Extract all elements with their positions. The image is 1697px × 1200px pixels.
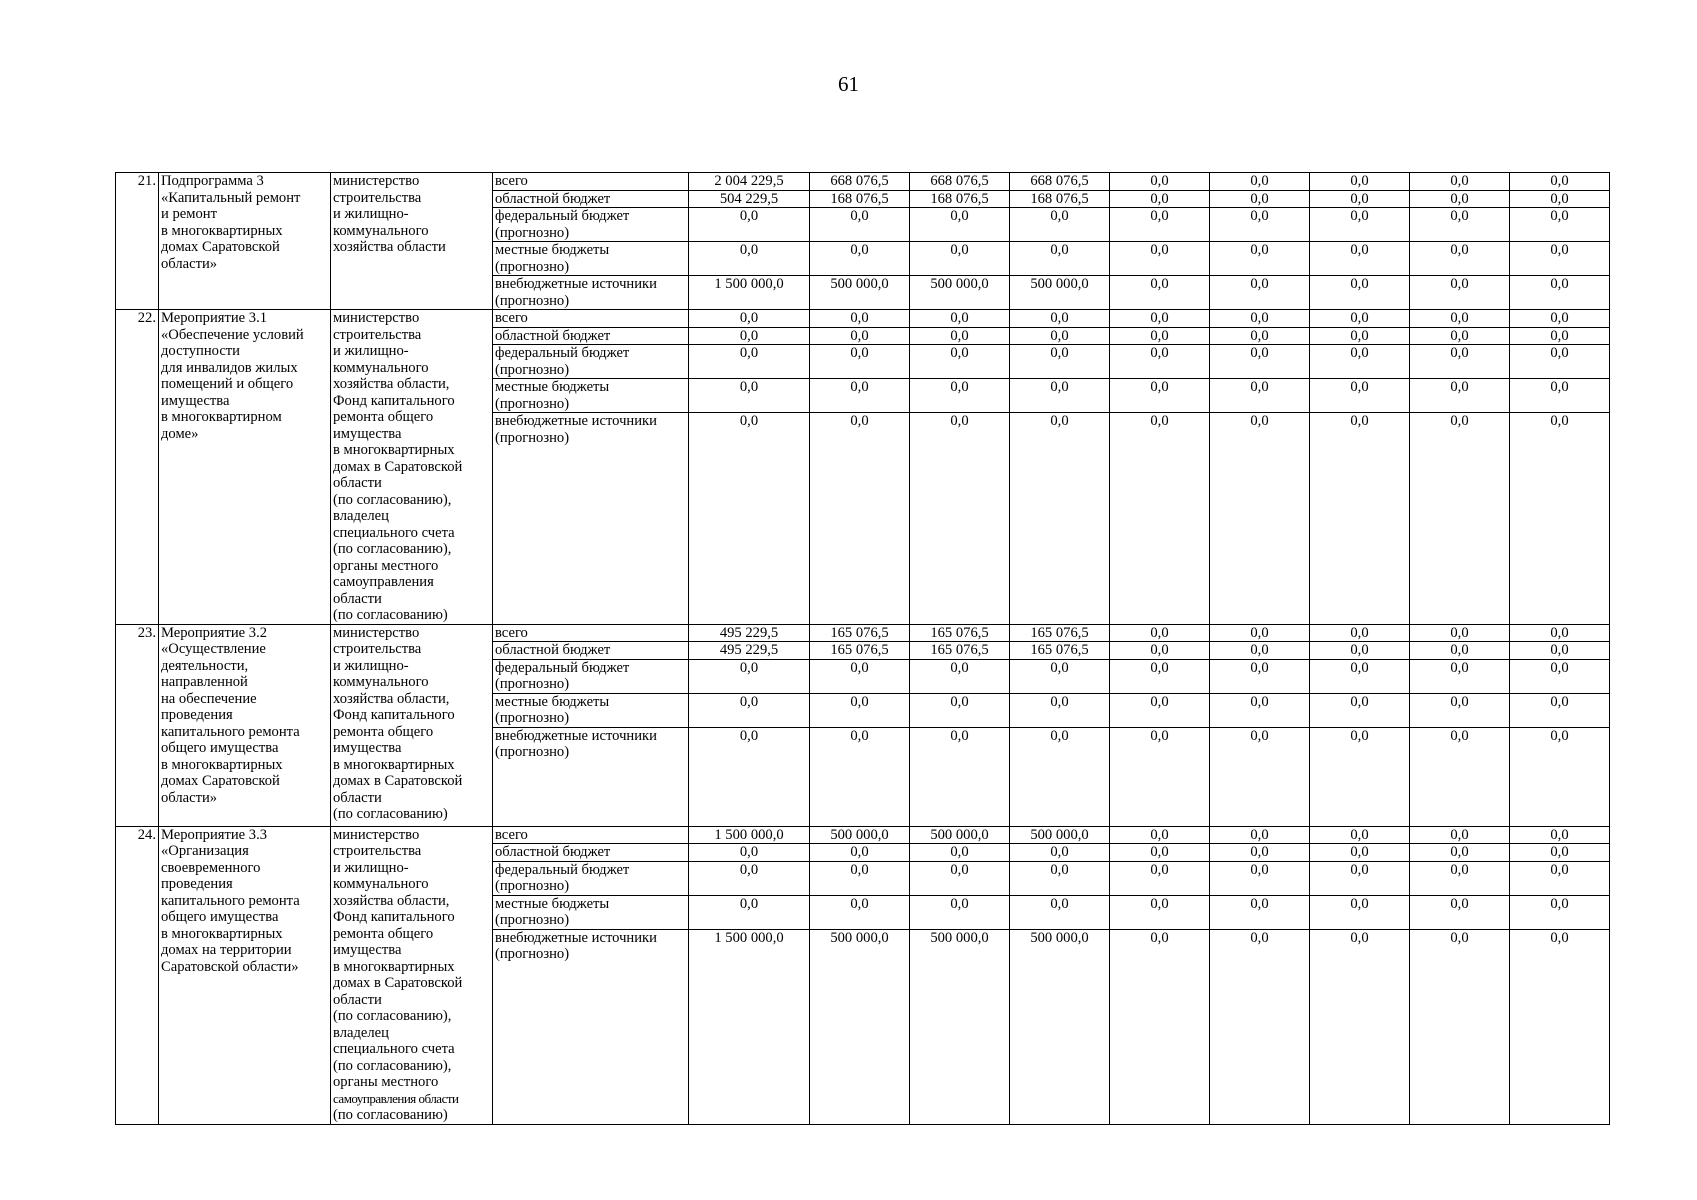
amount-cell: 168 076,5 — [910, 190, 1010, 208]
amount-cell: 1 500 000,0 — [689, 929, 810, 1124]
executor-line: (по согласованию), — [333, 1008, 452, 1024]
amount-cell: 668 076,5 — [910, 173, 1010, 191]
amount-cell: 0,0 — [1410, 242, 1510, 276]
amount-cell: 0,0 — [1410, 693, 1510, 727]
amount-cell: 0,0 — [810, 327, 910, 345]
executor-line: (по согласованию), — [333, 1057, 452, 1074]
executor-line: в многоквартирных — [333, 958, 455, 975]
amount-cell: 0,0 — [1110, 727, 1210, 826]
executor-line: и жилищно- — [333, 859, 409, 876]
amount-cell: 0,0 — [1310, 624, 1410, 642]
amount-cell: 0,0 — [1010, 844, 1110, 862]
amount-cell: 0,0 — [1410, 276, 1510, 310]
executor: министерство строительства и жилищно- коммунального хозяйства области — [331, 173, 493, 310]
amount-cell: 0,0 — [1410, 208, 1510, 242]
amount-cell: 500 000,0 — [910, 929, 1010, 1124]
amount-cell: 0,0 — [1510, 190, 1610, 208]
amount-cell: 0,0 — [1010, 693, 1110, 727]
amount-cell: 0,0 — [1410, 659, 1510, 693]
funding-source: всего — [493, 624, 689, 642]
amount-cell: 0,0 — [810, 727, 910, 826]
funding-source: местные бюджеты (прогнозно) — [493, 242, 689, 276]
amount-cell: 500 000,0 — [1010, 276, 1110, 310]
amount-cell: 0,0 — [1310, 844, 1410, 862]
amount-cell: 495 229,5 — [689, 642, 810, 660]
amount-cell: 0,0 — [1310, 659, 1410, 693]
funding-source: федеральный бюджет (прогнозно) — [493, 208, 689, 242]
amount-cell: 0,0 — [1410, 190, 1510, 208]
amount-cell: 0,0 — [810, 310, 910, 328]
executor-line: специального счета — [333, 1041, 455, 1057]
row-number: 21. — [116, 173, 159, 310]
amount-cell: 0,0 — [1410, 844, 1510, 862]
amount-cell: 0,0 — [1510, 895, 1610, 929]
funding-source: всего — [493, 173, 689, 191]
funding-source: областной бюджет — [493, 844, 689, 862]
amount-cell: 0,0 — [689, 727, 810, 826]
amount-cell: 0,0 — [1210, 413, 1310, 624]
amount-cell: 0,0 — [1110, 208, 1210, 242]
amount-cell: 0,0 — [1110, 276, 1210, 310]
executor: министерство строительства и жилищно- коммунального хозяйства области, Фонд капитального ремонта общего имущества в многоквартирных домах в Саратовской области (по согласованию), владелец специального счета (по согласованию), органы местного самоуправления области (по согласованию) — [331, 310, 493, 625]
amount-cell: 0,0 — [689, 895, 810, 929]
amount-cell: 0,0 — [810, 861, 910, 895]
amount-cell: 500 000,0 — [910, 826, 1010, 844]
amount-cell: 0,0 — [1310, 242, 1410, 276]
amount-cell: 0,0 — [810, 844, 910, 862]
amount-cell: 0,0 — [1510, 208, 1610, 242]
amount-cell: 0,0 — [810, 413, 910, 624]
executor-line: домах в Саратовской — [333, 975, 463, 991]
amount-cell: 0,0 — [810, 208, 910, 242]
table-row — [116, 826, 1610, 844]
amount-cell: 0,0 — [1010, 895, 1110, 929]
amount-cell: 0,0 — [1510, 693, 1610, 727]
amount-cell: 1 500 000,0 — [689, 826, 810, 844]
amount-cell: 0,0 — [1410, 642, 1510, 660]
executor-line: коммунального — [333, 876, 429, 892]
amount-cell: 0,0 — [910, 844, 1010, 862]
amount-cell: 500 000,0 — [910, 276, 1010, 310]
amount-cell: 0,0 — [1210, 327, 1310, 345]
amount-cell: 0,0 — [1010, 345, 1110, 379]
amount-cell: 0,0 — [1010, 413, 1110, 624]
amount-cell: 0,0 — [1210, 310, 1310, 328]
amount-cell: 0,0 — [1210, 379, 1310, 413]
amount-cell: 0,0 — [1110, 642, 1210, 660]
amount-cell: 0,0 — [1410, 929, 1510, 1124]
amount-cell: 0,0 — [1310, 310, 1410, 328]
amount-cell: 0,0 — [1310, 190, 1410, 208]
funding-source: областной бюджет — [493, 190, 689, 208]
amount-cell: 0,0 — [689, 345, 810, 379]
executor-line: имущества — [333, 942, 402, 958]
amount-cell: 0,0 — [1310, 413, 1410, 624]
amount-cell: 0,0 — [810, 895, 910, 929]
executor-line: строительства — [333, 843, 422, 859]
amount-cell: 668 076,5 — [1010, 173, 1110, 191]
amount-cell: 0,0 — [1510, 861, 1610, 895]
executor-line: самоуправления области — [333, 1090, 459, 1106]
amount-cell: 0,0 — [1110, 242, 1210, 276]
amount-cell: 0,0 — [1110, 895, 1210, 929]
amount-cell: 0,0 — [1510, 844, 1610, 862]
amount-cell: 0,0 — [1410, 826, 1510, 844]
amount-cell: 0,0 — [1510, 310, 1610, 328]
table-row — [116, 173, 1610, 191]
amount-cell: 0,0 — [910, 208, 1010, 242]
amount-cell: 0,0 — [910, 861, 1010, 895]
amount-cell: 0,0 — [1310, 327, 1410, 345]
amount-cell: 0,0 — [1510, 624, 1610, 642]
amount-cell: 0,0 — [1510, 826, 1610, 844]
amount-cell: 0,0 — [1410, 327, 1510, 345]
amount-cell: 0,0 — [1510, 345, 1610, 379]
amount-cell: 0,0 — [1510, 242, 1610, 276]
amount-cell: 0,0 — [1010, 727, 1110, 826]
amount-cell: 0,0 — [1010, 327, 1110, 345]
amount-cell: 2 004 229,5 — [689, 173, 810, 191]
amount-cell: 0,0 — [689, 242, 810, 276]
executor-line: (по согласованию) — [333, 1107, 448, 1123]
amount-cell: 0,0 — [1210, 208, 1310, 242]
program-name: Мероприятие 3.2 «Осуществление деятельности, направленной на обеспечение проведения капитального ремонта общего имущества в многоквартирных домах Саратовской области» — [159, 624, 331, 826]
executor-line: владелец — [333, 1024, 389, 1041]
amount-cell: 0,0 — [689, 659, 810, 693]
amount-cell: 0,0 — [810, 379, 910, 413]
amount-cell: 0,0 — [1210, 642, 1310, 660]
amount-cell: 0,0 — [1310, 826, 1410, 844]
amount-cell: 0,0 — [1110, 624, 1210, 642]
amount-cell: 0,0 — [910, 413, 1010, 624]
amount-cell: 0,0 — [1110, 413, 1210, 624]
amount-cell: 0,0 — [1110, 659, 1210, 693]
amount-cell: 0,0 — [1310, 727, 1410, 826]
amount-cell: 0,0 — [1510, 659, 1610, 693]
amount-cell: 0,0 — [1110, 929, 1210, 1124]
amount-cell: 165 076,5 — [1010, 624, 1110, 642]
funding-source: всего — [493, 310, 689, 328]
page-number: 61 — [838, 72, 859, 96]
amount-cell: 0,0 — [910, 327, 1010, 345]
amount-cell: 500 000,0 — [1010, 826, 1110, 844]
amount-cell: 0,0 — [1110, 310, 1210, 328]
amount-cell: 0,0 — [1510, 276, 1610, 310]
amount-cell: 0,0 — [1110, 173, 1210, 191]
amount-cell: 0,0 — [1410, 310, 1510, 328]
funding-source: федеральный бюджет (прогнозно) — [493, 659, 689, 693]
amount-cell: 0,0 — [910, 895, 1010, 929]
amount-cell: 0,0 — [1010, 379, 1110, 413]
amount-cell: 0,0 — [1210, 242, 1310, 276]
table-row — [116, 624, 1610, 642]
amount-cell: 0,0 — [1210, 276, 1310, 310]
amount-cell: 0,0 — [1310, 345, 1410, 379]
amount-cell: 0,0 — [1210, 861, 1310, 895]
amount-cell: 0,0 — [810, 345, 910, 379]
amount-cell: 0,0 — [1510, 173, 1610, 191]
budget-table — [115, 172, 1610, 1125]
amount-cell: 165 076,5 — [810, 642, 910, 660]
amount-cell: 0,0 — [1210, 929, 1310, 1124]
amount-cell: 0,0 — [1310, 895, 1410, 929]
amount-cell: 0,0 — [1310, 929, 1410, 1124]
amount-cell: 0,0 — [689, 861, 810, 895]
amount-cell: 0,0 — [1010, 659, 1110, 693]
amount-cell: 668 076,5 — [810, 173, 910, 191]
amount-cell: 0,0 — [1310, 379, 1410, 413]
amount-cell: 0,0 — [910, 727, 1010, 826]
amount-cell: 0,0 — [1210, 693, 1310, 727]
amount-cell: 0,0 — [1110, 379, 1210, 413]
row-number: 23. — [116, 624, 159, 826]
funding-source: областной бюджет — [493, 642, 689, 660]
executor-line: Фонд капитального — [333, 909, 455, 925]
funding-source: местные бюджеты (прогнозно) — [493, 693, 689, 727]
amount-cell: 0,0 — [910, 310, 1010, 328]
executor — [331, 826, 493, 1124]
amount-cell: 0,0 — [1510, 929, 1610, 1124]
amount-cell: 0,0 — [1010, 310, 1110, 328]
amount-cell: 0,0 — [1410, 413, 1510, 624]
amount-cell: 0,0 — [1310, 173, 1410, 191]
amount-cell: 0,0 — [1410, 895, 1510, 929]
funding-source: местные бюджеты (прогнозно) — [493, 895, 689, 929]
amount-cell: 0,0 — [1210, 345, 1310, 379]
amount-cell: 0,0 — [689, 693, 810, 727]
amount-cell: 0,0 — [1410, 379, 1510, 413]
amount-cell: 504 229,5 — [689, 190, 810, 208]
amount-cell: 165 076,5 — [810, 624, 910, 642]
amount-cell: 168 076,5 — [1010, 190, 1110, 208]
amount-cell: 0,0 — [910, 693, 1010, 727]
amount-cell: 0,0 — [910, 659, 1010, 693]
amount-cell: 0,0 — [1410, 345, 1510, 379]
amount-cell: 0,0 — [910, 242, 1010, 276]
funding-source: всего — [493, 826, 689, 844]
funding-source: областной бюджет — [493, 327, 689, 345]
amount-cell: 1 500 000,0 — [689, 276, 810, 310]
amount-cell: 0,0 — [1410, 861, 1510, 895]
executor: министерство строительства и жилищно- коммунального хозяйства области, Фонд капитального ремонта общего имущества в многоквартирных домах в Саратовской области (по согласованию) — [331, 624, 493, 826]
executor-line: хозяйства области, — [333, 892, 450, 909]
amount-cell: 0,0 — [1210, 826, 1310, 844]
amount-cell: 0,0 — [1210, 844, 1310, 862]
executor-line: области — [333, 991, 382, 1008]
amount-cell: 0,0 — [810, 693, 910, 727]
amount-cell: 0,0 — [1210, 624, 1310, 642]
table-row — [116, 310, 1610, 328]
amount-cell: 0,0 — [1510, 413, 1610, 624]
amount-cell: 500 000,0 — [1010, 929, 1110, 1124]
funding-source: внебюджетные источники (прогнозно) — [493, 276, 689, 310]
row-number: 24. — [116, 826, 159, 1124]
amount-cell: 0,0 — [1510, 727, 1610, 826]
amount-cell: 0,0 — [1410, 624, 1510, 642]
amount-cell: 0,0 — [1210, 659, 1310, 693]
amount-cell: 0,0 — [689, 413, 810, 624]
amount-cell: 0,0 — [689, 379, 810, 413]
amount-cell: 0,0 — [1310, 861, 1410, 895]
row-number: 22. — [116, 310, 159, 625]
amount-cell: 0,0 — [1110, 190, 1210, 208]
amount-cell: 0,0 — [1110, 345, 1210, 379]
funding-source: внебюджетные источники (прогнозно) — [493, 413, 689, 624]
funding-source: местные бюджеты (прогнозно) — [493, 379, 689, 413]
amount-cell: 495 229,5 — [689, 624, 810, 642]
amount-cell: 0,0 — [1310, 693, 1410, 727]
amount-cell: 0,0 — [1110, 693, 1210, 727]
amount-cell: 0,0 — [1010, 861, 1110, 895]
executor-line: ремонта общего — [333, 925, 434, 942]
program-name: Мероприятие 3.3 «Организация своевременного проведения капитального ремонта общего имущества в многоквартирных домах на территории Саратовской области» — [159, 826, 331, 1124]
amount-cell: 0,0 — [910, 345, 1010, 379]
amount-cell: 0,0 — [1510, 327, 1610, 345]
amount-cell: 500 000,0 — [810, 276, 910, 310]
amount-cell: 0,0 — [1510, 642, 1610, 660]
amount-cell: 0,0 — [1410, 173, 1510, 191]
program-name: Подпрограмма 3 «Капитальный ремонт и ремонт в многоквартирных домах Саратовской области» — [159, 173, 331, 310]
amount-cell: 0,0 — [1010, 208, 1110, 242]
amount-cell: 168 076,5 — [810, 190, 910, 208]
amount-cell: 165 076,5 — [910, 642, 1010, 660]
amount-cell: 500 000,0 — [810, 826, 910, 844]
amount-cell: 0,0 — [810, 659, 910, 693]
funding-source: внебюджетные источники (прогнозно) — [493, 727, 689, 826]
amount-cell: 0,0 — [1510, 379, 1610, 413]
amount-cell: 0,0 — [689, 327, 810, 345]
amount-cell: 165 076,5 — [1010, 642, 1110, 660]
executor-line: министерство — [333, 826, 420, 843]
amount-cell: 0,0 — [1310, 642, 1410, 660]
amount-cell: 0,0 — [1210, 727, 1310, 826]
amount-cell: 0,0 — [1410, 727, 1510, 826]
amount-cell: 0,0 — [1210, 173, 1310, 191]
executor-line: органы местного — [333, 1074, 439, 1090]
amount-cell: 0,0 — [1310, 208, 1410, 242]
amount-cell: 0,0 — [1310, 276, 1410, 310]
funding-source: федеральный бюджет (прогнозно) — [493, 345, 689, 379]
funding-source: федеральный бюджет (прогнозно) — [493, 861, 689, 895]
amount-cell: 0,0 — [1110, 327, 1210, 345]
amount-cell: 165 076,5 — [910, 624, 1010, 642]
amount-cell: 0,0 — [1210, 895, 1310, 929]
amount-cell: 0,0 — [689, 310, 810, 328]
amount-cell: 0,0 — [1210, 190, 1310, 208]
amount-cell: 0,0 — [910, 379, 1010, 413]
funding-source: внебюджетные источники (прогнозно) — [493, 929, 689, 1124]
amount-cell: 0,0 — [1110, 844, 1210, 862]
amount-cell: 0,0 — [1010, 242, 1110, 276]
program-name: Мероприятие 3.1 «Обеспечение условий доступности для инвалидов жилых помещений и общего имущества в многоквартирном доме» — [159, 310, 331, 625]
amount-cell: 0,0 — [1110, 826, 1210, 844]
amount-cell: 0,0 — [810, 242, 910, 276]
amount-cell: 0,0 — [689, 208, 810, 242]
amount-cell: 0,0 — [689, 844, 810, 862]
amount-cell: 0,0 — [1110, 861, 1210, 895]
amount-cell: 500 000,0 — [810, 929, 910, 1124]
